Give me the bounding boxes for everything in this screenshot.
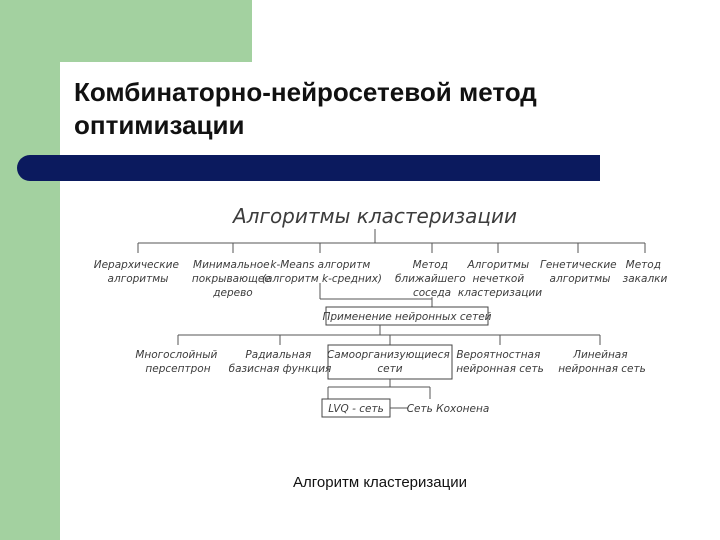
- level1-line: k-Means алгоритм: [270, 259, 371, 271]
- level1-line: Алгоритмы: [467, 259, 530, 271]
- slide-title: [74, 76, 694, 142]
- level1-line: Метод: [625, 259, 661, 271]
- level1-item-annealing: [623, 259, 668, 285]
- level2-item-som: [327, 349, 453, 375]
- level1-line: Минимальное: [193, 259, 270, 271]
- title-line-2: оптимизации: [74, 110, 245, 140]
- level2-line: Линейная: [573, 349, 628, 361]
- top-accent-block: [0, 0, 252, 62]
- clustering-diagram: [90, 195, 670, 430]
- level1-line: соседа: [412, 287, 452, 299]
- level2-line: персептрон: [145, 363, 211, 375]
- title-line-1: Комбинаторно-нейросетевой метод: [74, 77, 537, 107]
- level2-line: Радиальная: [245, 349, 312, 361]
- level2-line: Многослойный: [135, 349, 218, 361]
- diagram-root: Алгоритмы кластеризации: [232, 204, 518, 228]
- diagram-caption: Алгоритм кластеризации: [293, 474, 467, 491]
- level3-item-kohonen: Сеть Кохонена: [406, 403, 490, 415]
- level2-line: базисная функция: [228, 363, 332, 375]
- level1-item-genetic: [540, 259, 620, 285]
- level1-line: дерево: [213, 287, 253, 299]
- neural-hub-label: Применение нейронных сетей: [322, 311, 492, 323]
- level1-line: (алгоритм k-средних): [261, 273, 383, 285]
- level2-line: Самоорганизующиеся: [326, 349, 450, 361]
- level2-item-mlp: [135, 349, 220, 375]
- level1-line: кластеризации: [457, 287, 543, 299]
- level1-line: нечеткой: [472, 273, 525, 285]
- level1-line: ближайшего: [394, 273, 466, 285]
- level2-line: нейронная сеть: [456, 363, 544, 375]
- level1-line: Метод: [412, 259, 448, 271]
- level1-line: Генетические: [540, 259, 617, 271]
- level2-item-linear: [558, 349, 646, 375]
- level1-line: Иерархические: [93, 259, 179, 271]
- level1-item-kmeans: [262, 259, 382, 285]
- level1-line: закалки: [622, 273, 668, 285]
- level1-line: покрывающее: [191, 273, 271, 285]
- left-accent-strip: [0, 0, 60, 540]
- diagram-canvas: [90, 195, 670, 430]
- level1-item-fuzzy: [458, 259, 542, 299]
- level2-line: сети: [377, 363, 403, 375]
- level1-line: алгоритмы: [107, 273, 169, 285]
- title-divider-bar: [30, 155, 600, 181]
- level2-line: Вероятностная: [456, 349, 541, 361]
- level2-item-rbf: [229, 349, 332, 375]
- level1-item-hierarchical: [94, 259, 183, 285]
- level2-line: нейронная сеть: [558, 363, 646, 375]
- level3-item-lvq: LVQ - сеть: [328, 403, 384, 415]
- level2-item-probabilistic: [456, 349, 544, 375]
- level1-line: алгоритмы: [549, 273, 611, 285]
